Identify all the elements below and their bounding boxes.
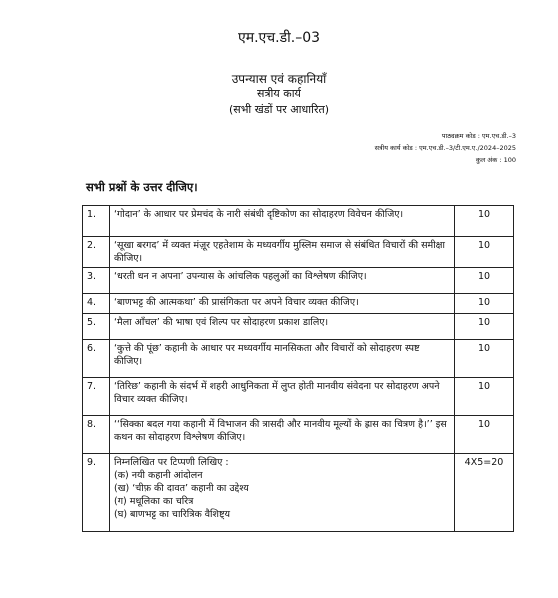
- question-text: ‘धरती धन न अपना’ उपन्यास के आंचलिक पहलुओं का विश्लेषण कीजिए।: [110, 268, 455, 294]
- question-number: 5.: [83, 314, 110, 340]
- table-row: [83, 454, 514, 532]
- question-marks: 10: [455, 206, 514, 237]
- question-text: ‘तिरिछ’ कहानी के संदर्भ में शहरी आधुनिकता में लुप्त होती मानवीय संवेदना पर सोदाहरण अपने विचार व्यक्त कीजिए।: [110, 378, 455, 416]
- question-number: 8.: [83, 416, 110, 454]
- question-text: ‘गोदान’ के आधार पर प्रेमचंद के नारी संबंधी दृष्टिकोण का सोदाहरण विवेचन कीजिए।: [110, 206, 455, 237]
- question-marks: 4X5=20: [455, 454, 514, 532]
- table-row: [83, 206, 514, 237]
- assignment-label: सत्रीय कार्य: [257, 87, 301, 100]
- questions-table: [82, 205, 514, 532]
- question-marks: 10: [455, 314, 514, 340]
- course-code-title: एम.एच.डी.–03: [237, 30, 321, 46]
- question-number: 2.: [83, 237, 110, 268]
- table-row: [83, 237, 514, 268]
- question-text: ‘सूखा बरगद’ में व्यक्त मंज़ूर एहतेशाम के मध्यवर्गीय मुस्लिम समाज से संबंधित विचारों की समीक्षा कीजिए।: [110, 237, 455, 268]
- question-number: 1.: [83, 206, 110, 237]
- question-number: 3.: [83, 268, 110, 294]
- table-row: [83, 294, 514, 314]
- question-9-prompt: निम्नलिखित पर टिप्पणी लिखिए :: [114, 457, 229, 468]
- question-number: 4.: [83, 294, 110, 314]
- table-row: [83, 314, 514, 340]
- question-number: 6.: [83, 340, 110, 378]
- question-text: ‘मैला आँचल’ की भाषा एवं शिल्प पर सोदाहरण प्रकाश डालिए।: [110, 314, 455, 340]
- question-marks: 10: [455, 237, 514, 268]
- question-9-item: (क) नयी कहानी आंदोलन: [114, 470, 203, 481]
- course-code-meta: पाठ्यक्रम कोड : एम.एच.डी.–3: [441, 132, 516, 140]
- question-marks: 10: [455, 268, 514, 294]
- course-title: उपन्यास एवं कहानियाँ: [231, 72, 327, 86]
- question-text: ‘कुत्ते की पूंछ’ कहानी के आधार पर मध्यवर्गीय मानसिकता और विचारों को सोदाहरण स्पष्ट कीजिए।: [110, 340, 455, 378]
- table-row: [83, 378, 514, 416]
- question-marks: 10: [455, 340, 514, 378]
- question-9-item: (ग) मधूलिका का चरित्र: [114, 496, 194, 507]
- table-row: [83, 268, 514, 294]
- question-number: 7.: [83, 378, 110, 416]
- question-text: ‘‘सिक्का बदल गया कहानी में विभाजन की त्रासदी और मानवीय मूल्यों के ह्रास का चित्रण है।’’ इस कथन का सोदाहरण विश्लेषण कीजिए।: [110, 416, 455, 454]
- assignment-scope: (सभी खंडों पर आधारित): [228, 103, 330, 116]
- question-number: 9.: [83, 454, 110, 532]
- table-row: [83, 340, 514, 378]
- assignment-code-meta: सत्रीय कार्य कोड : एम.एच.डी.–3/टी.एम.ए./2024–2025: [374, 144, 516, 152]
- question-text: [110, 454, 455, 532]
- question-9-item: (ख) ‘चीफ़ की दावत’ कहानी का उद्देश्य: [114, 483, 249, 494]
- question-marks: 10: [455, 378, 514, 416]
- question-marks: 10: [455, 294, 514, 314]
- question-marks: 10: [455, 416, 514, 454]
- table-row: [83, 416, 514, 454]
- instructions: सभी प्रश्नों के उत्तर दीजिए।: [86, 180, 198, 194]
- question-9-item: (घ) बाणभट्ट का चारित्रिक वैशिष्ट्य: [114, 509, 231, 520]
- question-text: ‘बाणभट्ट की आत्मकथा’ की प्रासंगिकता पर अपने विचार व्यक्त कीजिए।: [110, 294, 455, 314]
- total-marks-meta: कुल अंक : 100: [475, 156, 516, 164]
